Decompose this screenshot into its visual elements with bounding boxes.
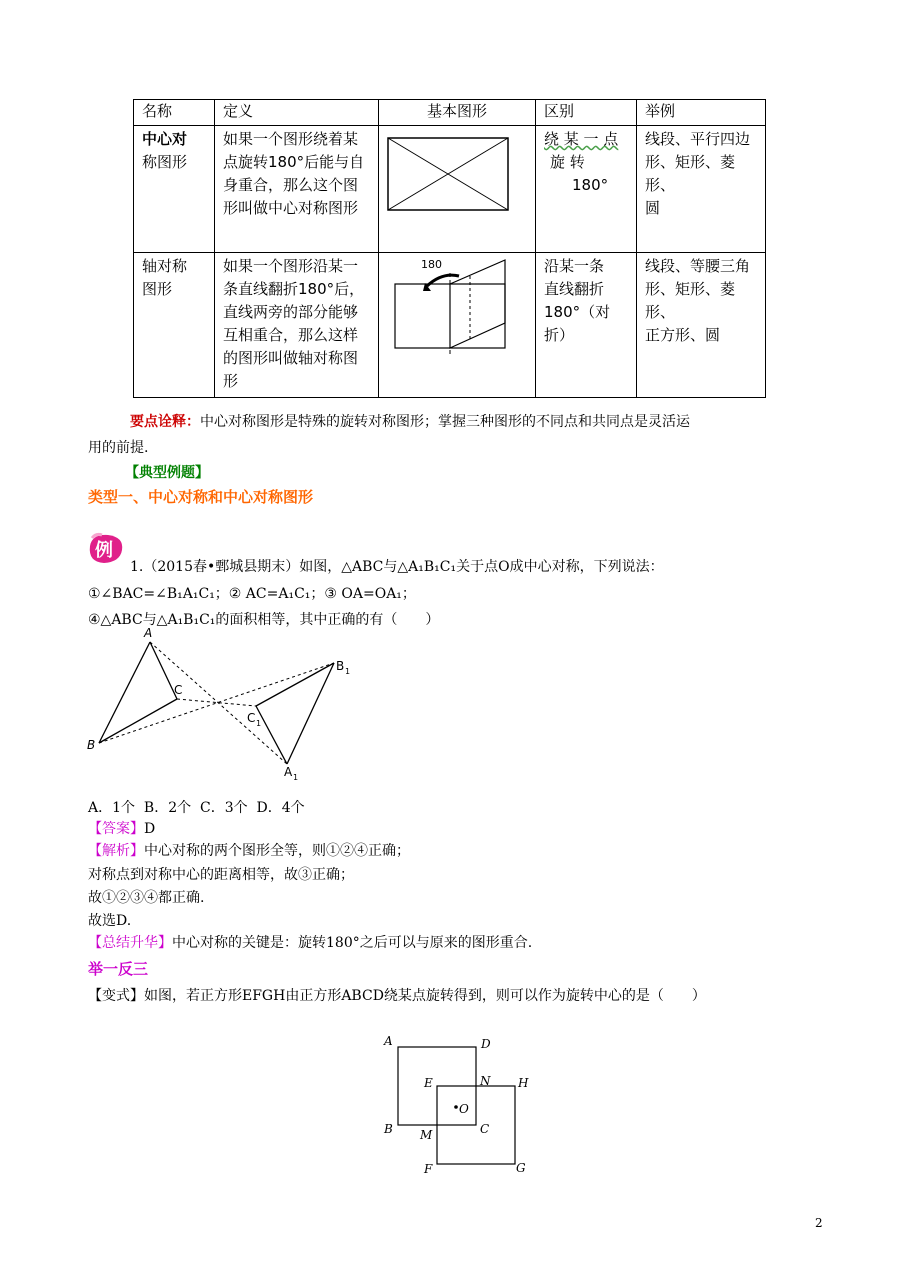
examples-line: 形、矩形、菱形、 (645, 153, 736, 194)
analysis-text-1: 中心对称的两个图形全等，则①②④正确； (144, 843, 410, 859)
header-name: 名称 (134, 100, 215, 126)
row-name-cell (134, 126, 215, 253)
squares-figure (380, 1030, 540, 1180)
axial-figure-cell (379, 253, 536, 398)
variant-text: 如图，若正方形EFGH由正方形ABCD绕某点旋转得到，则可以作为旋转中心的是（ ） (144, 988, 706, 1004)
label-A: A (384, 1034, 393, 1048)
summary-line (88, 932, 532, 952)
definition-line: 直线两旁的部分能够 (223, 303, 359, 321)
label-B: B (87, 738, 96, 752)
keynote-text-2: 用的前提. (88, 440, 149, 456)
analysis-line-2: 对称点到对称中心的距离相等，故③正确； (88, 867, 354, 883)
label-D: D (481, 1037, 491, 1051)
label-A: A (144, 626, 153, 640)
examples-line: 形、矩形、菱形、 (645, 280, 736, 321)
answer-line (88, 818, 155, 838)
variant-label: 【变式】 (88, 988, 144, 1004)
definition-line: 身重合，那么这个图 (223, 176, 359, 194)
central-figure-cell (379, 126, 536, 253)
examples-line: 线段、平行四边 (645, 130, 751, 148)
difference-line: 180° (572, 176, 609, 194)
label-B1: B (336, 659, 345, 673)
row-definition-cell (215, 126, 379, 253)
definition-line: 点旋转180°后能与自 (223, 153, 365, 171)
type1-heading: 类型一、中心对称和中心对称图形 (88, 488, 314, 506)
keynote-line-1 (130, 411, 690, 431)
difference-line: 沿某一条 (544, 257, 605, 275)
definition-line: 的图形叫做轴对称图 (223, 349, 359, 367)
axial-symmetry-figure (387, 255, 511, 355)
label-O: O (459, 1102, 469, 1116)
definition-line: 形 (223, 372, 239, 390)
label-G: G (516, 1161, 526, 1175)
analysis-line-3: 故①②③④都正确. (88, 890, 205, 906)
table-row-axial (134, 253, 766, 398)
q1-line-1: 1.（2015春•鄄城县期末）如图，△ABC与△A₁B₁C₁关于点O成中心对称，下列说法： (130, 559, 664, 575)
header-definition: 定义 (215, 100, 379, 126)
header-examples: 举例 (637, 100, 766, 126)
row-name-line: 中心对 (142, 130, 188, 148)
label-B: B (384, 1122, 393, 1136)
row-name-cell (134, 253, 215, 398)
difference-line: 直线翻折 (544, 280, 605, 298)
variant-line (88, 985, 706, 1005)
label-E: E (424, 1076, 433, 1090)
examples-line: 圆 (645, 199, 661, 217)
q1-line-2: ①∠BAC=∠B₁A₁C₁；② AC=A₁C₁；③ OA=OA₁； (88, 586, 416, 602)
label-A1-sub: 1 (293, 773, 299, 782)
row-difference-cell (536, 253, 637, 398)
header-difference: 区别 (536, 100, 637, 126)
label-B1-sub: 1 (345, 667, 351, 676)
summary-text: 中心对称的关键是：旋转180°之后可以与原来的图形重合. (172, 935, 533, 951)
page-number: 2 (815, 1216, 823, 1230)
central-symmetry-figure (387, 128, 511, 218)
label-A1: A (284, 765, 293, 779)
label-M: M (420, 1128, 433, 1142)
analysis-label: 【解析】 (88, 843, 144, 859)
difference-line: 旋 转 (550, 153, 585, 171)
table-header-row (134, 100, 766, 126)
keynote-label: 要点诠释： (130, 414, 200, 430)
label-H: H (518, 1076, 529, 1090)
row-examples-cell (637, 253, 766, 398)
q1-line-3: ④△ABC与△A₁B₁C₁的面积相等，其中正确的有（ ） (88, 612, 440, 628)
header-figure: 基本图形 (379, 100, 536, 126)
label-C: C (480, 1122, 490, 1136)
label-C: C (174, 683, 183, 697)
example-badge-label: 例 (95, 540, 113, 561)
analysis-line-4: 故选D. (88, 913, 132, 929)
label-C1-sub: 1 (256, 719, 262, 728)
summary-label: 【总结升华】 (88, 935, 172, 951)
practice-heading: 举一反三 (88, 960, 149, 978)
definition-line: 条直线翻折180°后， (223, 280, 365, 298)
difference-line: 180°（对 (544, 303, 611, 321)
examples-line: 线段、等腰三角 (645, 257, 751, 275)
label-C1: C (247, 711, 256, 725)
typical-examples-heading: 【典型例题】 (125, 465, 209, 481)
answer-text: D (144, 821, 156, 837)
row-name-line: 轴对称 (142, 257, 188, 275)
example-badge (86, 532, 126, 564)
analysis-line-1 (88, 840, 410, 860)
row-name-line: 图形 (142, 280, 173, 298)
triangles-figure (84, 624, 374, 784)
difference-line: 折） (544, 326, 575, 344)
label-F: F (424, 1162, 433, 1176)
examples-line: 正方形、圆 (645, 326, 721, 344)
difference-line: 绕 某 一 点 (544, 130, 619, 148)
definition-line: 形叫做中心对称图形 (223, 199, 359, 217)
row-difference-cell (536, 126, 637, 253)
keynote-text-1: 中心对称图形是特殊的旋转对称图形；掌握三种图形的不同点和共同点是灵活运 (200, 414, 690, 430)
row-definition-cell (215, 253, 379, 398)
row-examples-cell (637, 126, 766, 253)
label-N: N (480, 1074, 491, 1088)
definition-line: 如果一个图形沿某一 (223, 257, 359, 275)
definition-line: 互相重合，那么这样 (223, 326, 359, 344)
answer-label: 【答案】 (88, 821, 144, 837)
angle-label: 180 (421, 258, 442, 271)
table-row-central (134, 126, 766, 253)
definition-line: 如果一个图形绕着某 (223, 130, 359, 148)
row-name-line: 称图形 (142, 153, 188, 171)
comparison-table (133, 99, 766, 398)
q1-options: A．1个 B．2个 C．3个 D．4个 (88, 800, 305, 816)
